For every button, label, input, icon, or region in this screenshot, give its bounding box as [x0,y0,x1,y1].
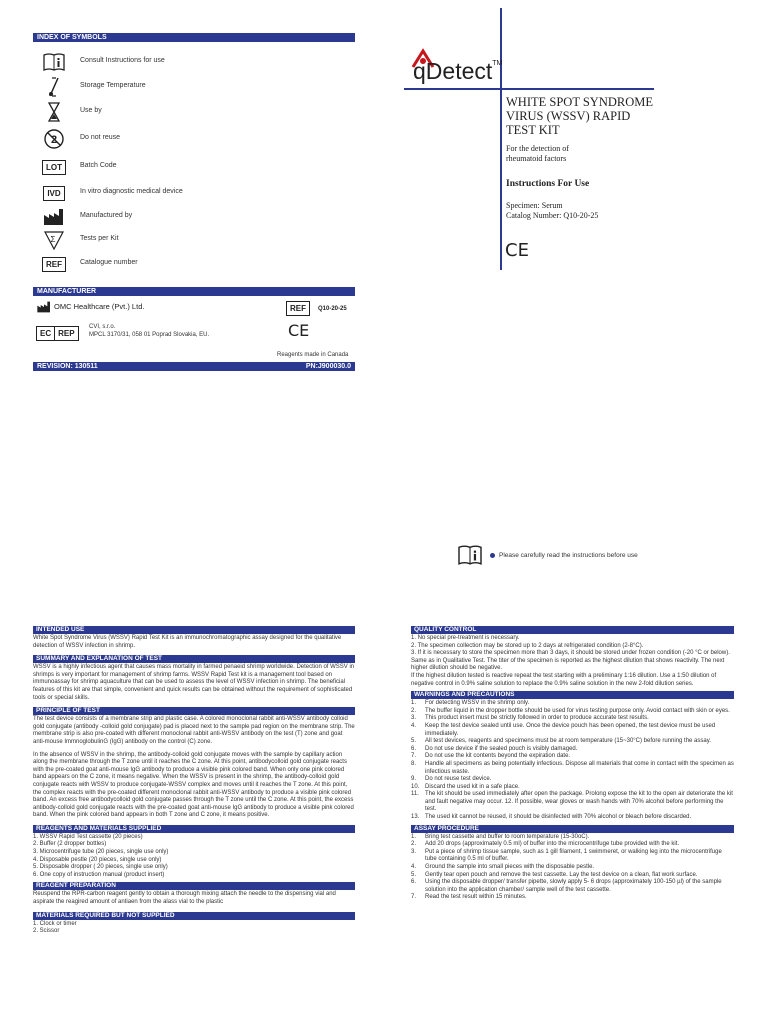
section-body [33,834,355,880]
ref-icon: REF [40,254,68,274]
brand-name: qDetect™ [413,58,503,84]
ce-mark: CE [505,240,529,261]
symbol-row [40,129,350,151]
section-body: The test device consists of a membrane strip and plastic case. A colored monoclonal rabbit anti-WSSV antibody colloid gold conjugate (antibody -colloid gold conjugate) pad is placed next to the sample pad region on the membrane strip. The membrane strip is also pre-coated with different monoclonal rabbit anti-WSSV antibody on the test (T) zone and goat anti-mouse ImmnoglobulinG (IgG) antibody on the control (C) zone. In the absence of WSSV in the shrimp, the antibody-colloid gold conjugate moves with the sample by capillary action along the membrane through the T zone until it reaches the C zone. At this point, antibodycolloid gold conjugate reacts with the pre-coated goat anti-mouse IgG antibody to produce a visible pink colored band. When only one pink colored band appears on the C zone, it means negative. When the WSSV is present in the shrimp, the antibody-colloid gold conjugate reacts with WSSV to produce conjugate-WSSV complex and moves until it reaches the T zone. At this point, the complex reacts with the pre-coated different monoclonal rabbit anti-WSSV antibody to produce a visible pink colored band. An excess free antibodycolloid gold conjugate passes through the T zone until the C zone. At this point, the excess antibody-colloid gold conjugate reacts with the pre-coated goat anti-mouse IgG antibody to produce a visible pink colored band. When the pink colored band appears in both T zone and C zone, it means positive. [33,716,355,819]
list-item: 1. For detecting WSSV in the shrimp only. [411,700,530,707]
symbol-label: In vitro diagnostic medical device [80,188,183,195]
list-item: 6. Do not use device if the sealed pouch is visibly damaged. [411,745,578,752]
ce-mark: CE [288,321,310,340]
list-item: 5. Disposable dropper ( 20 pieces, single use only) [33,864,168,871]
section-title: REAGENT PREPARATION [33,882,355,890]
symbol-row [40,254,350,276]
section-title: REAGENTS AND MATERIALS SUPPLIED [33,825,355,833]
list-item: 1. Clock or timer [33,920,77,927]
list-item: 7. Do not use the kit contents beyond the expiration date. [411,753,571,760]
list-item: 9. Do not reuse test device. [411,776,492,783]
list-item: 5. All test devices, reagents and specimens must be at room temperature (15~30°C) before running the assay. [411,738,711,745]
section-body [411,834,734,902]
list-item: 3. Microcentrifuge tube (20 pieces, single use only) [33,849,169,856]
symbol-row [40,102,350,124]
symbol-label: Storage Temperature [80,82,146,89]
rep-address: CVI, s.r.o. MPCL 3170/31, 058 01 Poprad Slovakia, EU. [89,324,210,338]
symbol-row [40,207,350,229]
symbol-row [40,77,350,99]
list-item: 2. Buffer (2 dropper bottles) [33,841,107,848]
ivd-icon: IVD [40,183,68,203]
list-item: 11. The kit should be used immediately after open the package. Prolong expose the kit to the open air deteriorate the kit and fault negative may occur. 12. If possible, wear gloves or wash hands with 70% alcohol before performing the test. [411,791,733,813]
lot-icon: LOT [40,157,68,177]
list-item: 4. Keep the test device sealed until use. Once the device pouch has been opened, the test device must be used immediately. [411,722,716,737]
list-item: 1. No special pre-treatment is necessary. [411,635,520,641]
section-title: MATERIALS REQUIRED BUT NOT SUPPLIED [33,912,355,920]
hourglass-icon [40,102,68,122]
symbol-label: Do not reuse [80,134,121,141]
list-item: 1. WSSV Rapid Test cassette (20 pieces) [33,833,143,840]
sigma-icon [40,230,68,250]
list-item: 1. Bring test cassette and buffer to room temperature (15-30oC). [411,833,590,840]
specimen-catalog: Specimen: Serum Catalog Number: Q10-20-25 [506,201,599,220]
section-title: INTENDED USE [33,626,355,634]
instructions-book-icon [40,52,68,72]
section-body [33,921,355,936]
list-item: 4. Disposable pestle (20 pieces, single use only) [33,856,162,863]
factory-icon [36,300,52,312]
section-body [411,700,734,822]
symbol-row [40,52,350,74]
list-item: 2. The specimen collection may be stored up to 2 days at refrigerated condition (2-8°C). [411,642,644,649]
section-body: Reuspend the RPR-carbon reagent gently to obtain a thorough mixing attach the needle to the dispensing vial and aspirate the reagired amount of antiaen from the alass vial to the plastic [33,891,336,906]
ec-rep-box: EC REP [36,326,79,341]
list-item: 5. Gently tear open pouch and remove the test cassette. Lay the test device on a clean, flat work surface. [411,871,698,878]
list-item: 13. The used kit cannot be reused, it should be disinfected with 70% alcohol or bleach before discarded. [411,814,692,821]
manufacturer-name: OMC Healthcare (Pvt.) Ltd. [54,302,145,311]
symbol-label: Consult Instructions for use [80,57,165,64]
svg-text:Σ: Σ [50,235,56,244]
list-item: 8. Handle all specimens as being potentially infectious. Dispose all materials that come in contact with the specimen as infectious waste. [411,760,734,775]
cover-subtitle: For the detection of rheumatoid factors [506,144,569,163]
ref-box: REF [286,301,310,316]
list-item: 10. Discard the used kit in a safe place. [411,783,520,790]
section-body [411,635,734,688]
do-not-reuse-icon [40,129,68,149]
read-instructions-notice: Please carefully read the instructions before use [490,552,638,559]
section-body: WSSV is a highly infectious agent that causes mass mortality in farmed penaeid shrimp worldwide. Detection of WSSV in shrimps is very important for management of shrimp farms. WSSV Rapid Test kit is a management tool based on immunoassay for shrimp aquaculture that can be used to assess the level of WSSV infection in shrimp. The beneficial features of this kit are that simple, convenient and quick results can be obtained without the requirement of sophisticated tools or special skills. [33,664,355,701]
right-column [411,623,734,902]
symbol-row [40,157,350,179]
symbol-label: Use by [80,107,102,114]
symbol-label: Tests per Kit [80,235,119,242]
cover-vertical-rule [500,8,502,270]
instructions-heading: Instructions For Use [506,179,590,189]
list-item: If the highest dilution tested is reactive repeat the test starting with a preliminary 1:16 dilution. Use a 1:50 dilution of negative control in 0.9% saline solution to replace the 0.9% saline solution in the new 2-fold dilution series. [411,672,717,687]
instructions-book-icon [455,544,485,566]
section-body: White Spot Syndrome Virus (WSSV) Rapid Test Kit is an immunochromatographic assay designed for the qualitative detection of WSSV infection in shrimp. [33,635,342,649]
made-in-label: Reagents made in Canada [277,352,349,358]
bullet-icon [490,553,495,558]
section-title: SUMMARY AND EXPLANATION OF TEST [33,655,355,663]
symbol-row [40,230,350,252]
symbol-label: Catalogue number [80,259,138,266]
list-item: 7. Read the test result within 15 minutes. [411,894,527,901]
section-title: QUALITY CONTROL [411,626,734,634]
ref-value: Q10-20-25 [318,306,347,312]
list-item: 3. This product insert must be strictly followed in order to produce accurate test results. [411,715,649,722]
symbol-row [40,183,350,205]
symbols-header: INDEX OF SYMBOLS [33,33,355,42]
factory-icon [40,207,68,227]
cover-horizontal-rule [404,88,654,90]
list-item: 3. Put a piece of shrimp tissue sample, such as 1 gill filament, 1 swimmeret, or walking leg into the microcentrifuge tube containing 0.5 ml of buffer. [411,848,722,863]
svg-text:2: 2 [51,134,58,146]
section-title: ASSAY PROCEDURE [411,825,734,833]
list-item: 6. One copy of instruction manual (product insert) [33,871,165,878]
section-title: WARNINGS AND PRECAUTIONS [411,691,734,699]
symbol-label: Batch Code [80,162,117,169]
manufacturer-header: MANUFACTURER [33,287,355,296]
cover-title: WHITE SPOT SYNDROME VIRUS (WSSV) RAPID TEST KIT [506,95,653,137]
section-title: PRINCIPLE OF TEST [33,707,355,715]
list-item: Same as in Qualitative Test. The titer of the specimen is reported as the highest dilution that shows reactivity. The next higher dilution should be negative. [411,657,725,672]
list-item: 4. Ground the sample into small pieces with the disposable pestle. [411,864,595,871]
revision-bar: REVISION: 130511 PN:J900030.0 [33,362,355,371]
list-item: 3. If it is necessary to store the specimen more than 3 days, it should be stored under frozen condition (-20 °C or below). [411,650,730,657]
symbol-label: Manufactured by [80,212,133,219]
list-item: 2. Scissor [33,928,60,935]
left-column [33,623,355,936]
thermometer-icon [40,77,68,97]
list-item: 6. Using the disposable dropper/ transfer pipette, slowly apply 5- 6 drops (approximately 100-150 µl) of the sample solution into the application chamber/ sample well of the test cassette. [411,879,722,893]
list-item: 2. Add 20 drops (approximately 0.5 ml) of buffer into the microcentrifuge tube provided with the kit. [411,841,680,848]
list-item: 2. The buffer liquid in the dropper bottle should be used for virus testing purpose only. Avoid contact with skin or eyes. [411,707,730,714]
